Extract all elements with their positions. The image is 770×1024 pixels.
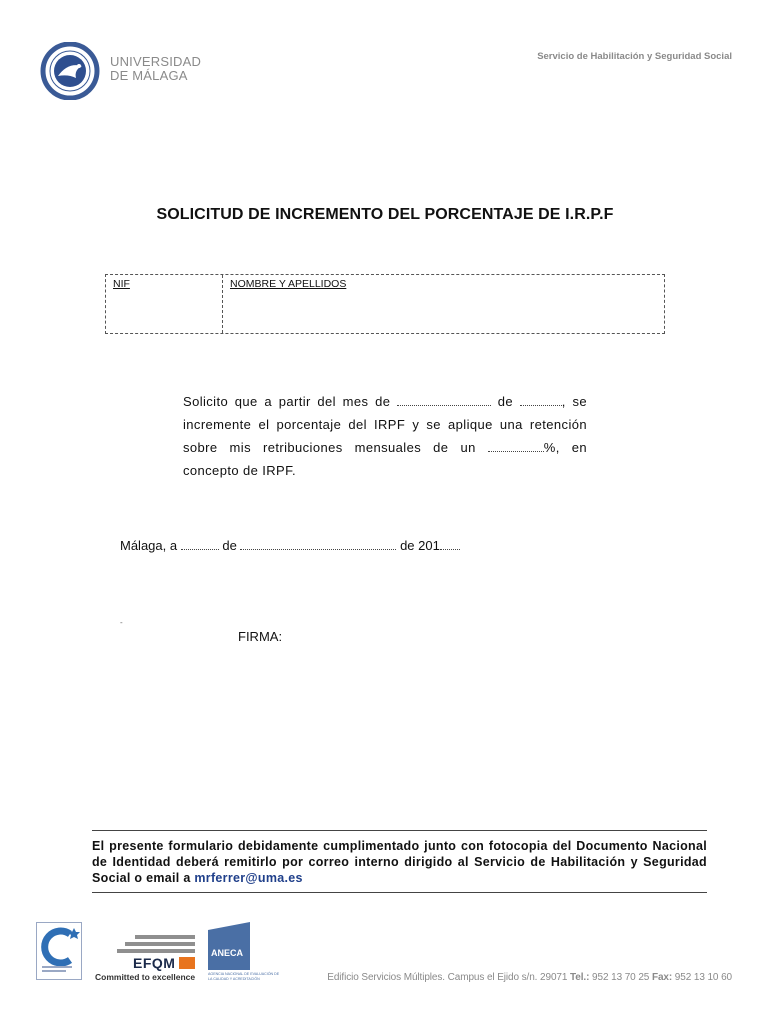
fax-number: 952 13 10 60 <box>674 972 732 983</box>
date-de-text: de <box>222 538 237 553</box>
applicant-id-box <box>105 274 665 334</box>
tel-number: 952 13 70 25 <box>592 972 650 983</box>
aneca-logo <box>208 922 284 984</box>
signature-mark: - <box>120 618 123 627</box>
date-year-blank[interactable] <box>440 539 460 550</box>
quality-seal-logo <box>36 922 82 980</box>
fax-label: Fax: <box>651 972 673 983</box>
request-text-1: Solicito que a partir del mes de <box>183 394 391 409</box>
place-date-line <box>120 538 460 553</box>
aneca-mark-icon <box>208 922 250 970</box>
date-year-text: de 201 <box>400 538 440 553</box>
date-month-blank[interactable] <box>240 539 396 550</box>
name-label: NOMBRE Y APELLIDOS <box>230 278 347 290</box>
university-name-line1: UNIVERSIDAD <box>110 54 202 69</box>
university-name-line2: DE MÁLAGA <box>110 68 188 83</box>
service-name: Servicio de Habilitación y Seguridad Social <box>537 51 732 62</box>
footer-address <box>327 972 732 983</box>
day-blank[interactable] <box>181 539 219 550</box>
address-text: Edificio Servicios Múltiples. Campus el Ejido s/n. 29071 <box>327 972 568 983</box>
id-box-divider <box>222 275 223 333</box>
efqm-logo <box>95 933 199 983</box>
request-text-4: %, en concepto de IRPF. <box>183 440 587 478</box>
university-seal-logo <box>38 42 102 100</box>
nif-label: NIF <box>113 278 130 290</box>
request-paragraph <box>183 390 587 482</box>
place-text: Málaga, a <box>120 538 178 553</box>
efqm-name: EFQM <box>133 955 176 971</box>
aneca-name: ANECA <box>211 948 244 958</box>
submission-notice <box>92 830 707 893</box>
notice-text: El presente formulario debidamente cumplimentado junto con fotocopia del Documento Nacional de Identidad deberá remitirlo por correo interno dirigido al Servicio de Habilitación y Seguridad Social o email a <box>92 839 707 885</box>
percentage-blank[interactable] <box>488 441 544 452</box>
tel-label: Tel.: <box>570 972 590 983</box>
year-blank[interactable] <box>520 395 562 406</box>
efqm-tagline: Committed to excellence <box>95 972 196 982</box>
contact-email-link[interactable]: mrferrer@uma.es <box>194 871 303 885</box>
request-text-2: de <box>497 394 514 409</box>
signature-label: FIRMA: <box>238 629 283 644</box>
request-text-3: , se incremente el porcentaje del IRPF y se aplique una retención sobre mis retribuciones mensuales de un <box>183 394 588 455</box>
university-name <box>110 55 201 83</box>
aneca-tagline: AGENCIA NACIONAL DE EVALUACIÓN DE LA CALIDAD Y ACREDITACIÓN <box>208 972 280 981</box>
month-blank[interactable] <box>397 395 491 406</box>
form-title: SOLICITUD DE INCREMENTO DEL PORCENTAJE DE I.R.P.F <box>156 206 614 223</box>
